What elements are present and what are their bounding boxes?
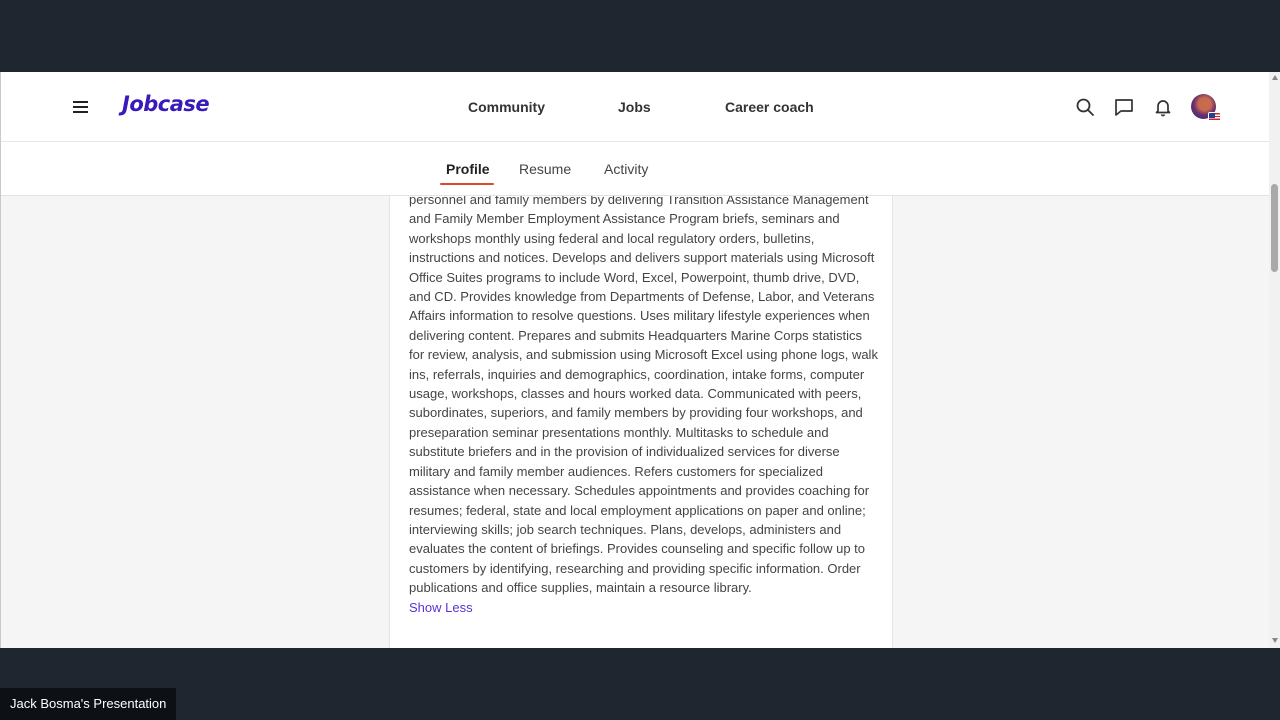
show-less-link[interactable]: Show Less	[409, 599, 473, 615]
nav-career-coach[interactable]: Career coach	[725, 99, 814, 115]
profile-content-card	[389, 196, 893, 648]
experience-description-block	[409, 196, 879, 617]
top-navigation	[1, 72, 1269, 142]
scroll-up-arrow-icon[interactable]	[1272, 75, 1278, 80]
jobcase-logo[interactable]: Jobcase	[122, 92, 210, 116]
nav-jobs[interactable]: Jobs	[618, 99, 651, 115]
experience-description: personnel and family members by delivering Transition Assistance Management and Family Member Employment Assistance Program briefs, seminars and workshops monthly using federal and local regulatory orders, bulletins, instructions and notices. Develops and delivers support materials using Microsoft Office Suites programs to include Word, Excel, Powerpoint, thumb drive, DVD, and CD. Provides knowledge from Departments of Defense, Labor, and Veterans Affairs information to resolve questions. Uses military lifestyle experiences when delivering content. Prepares and submits Headquarters Marine Corps statistics for review, analysis, and submission using Microsoft Excel using phone logs, walk ins, referrals, inquiries and demographics, coordination, intake forms, computer usage, workshops, classes and hours worked data. Communicated with peers, subordinates, superiors, and family members by providing four workshops, and preseparation seminar presentations monthly. Multitasks to schedule and substitute briefers and in the provision of individualized services for diverse military and family member audiences. Refers customers for specialized assistance when necessary. Schedules appointments and provides coaching for resumes; federal, state and local employment applications on paper and online; interviewing skills; job search techniques. Plans, develops, administers and evaluates the content of briefings. Provides counseling and specific follow up to customers by identifying, researching and providing specific information. Order publications and office supplies, maintain a resource library.	[409, 196, 878, 596]
tab-activity[interactable]: Activity	[604, 161, 649, 177]
scroll-down-arrow-icon[interactable]	[1272, 638, 1278, 643]
active-tab-indicator	[440, 183, 494, 185]
profile-tabs	[1, 142, 1269, 196]
tab-profile[interactable]: Profile	[446, 161, 490, 177]
us-flag-icon	[1208, 112, 1221, 122]
bell-icon[interactable]	[1151, 95, 1175, 119]
nav-community[interactable]: Community	[468, 99, 545, 115]
scroll-thumb[interactable]	[1271, 184, 1278, 272]
chat-icon[interactable]	[1112, 95, 1136, 119]
browser-viewport	[0, 72, 1280, 648]
hamburger-menu-icon[interactable]	[71, 96, 91, 118]
search-icon[interactable]	[1073, 95, 1097, 119]
tab-resume[interactable]: Resume	[519, 161, 572, 177]
vertical-scrollbar[interactable]	[1269, 72, 1280, 648]
presenter-label: Jack Bosma's Presentation	[0, 688, 176, 720]
